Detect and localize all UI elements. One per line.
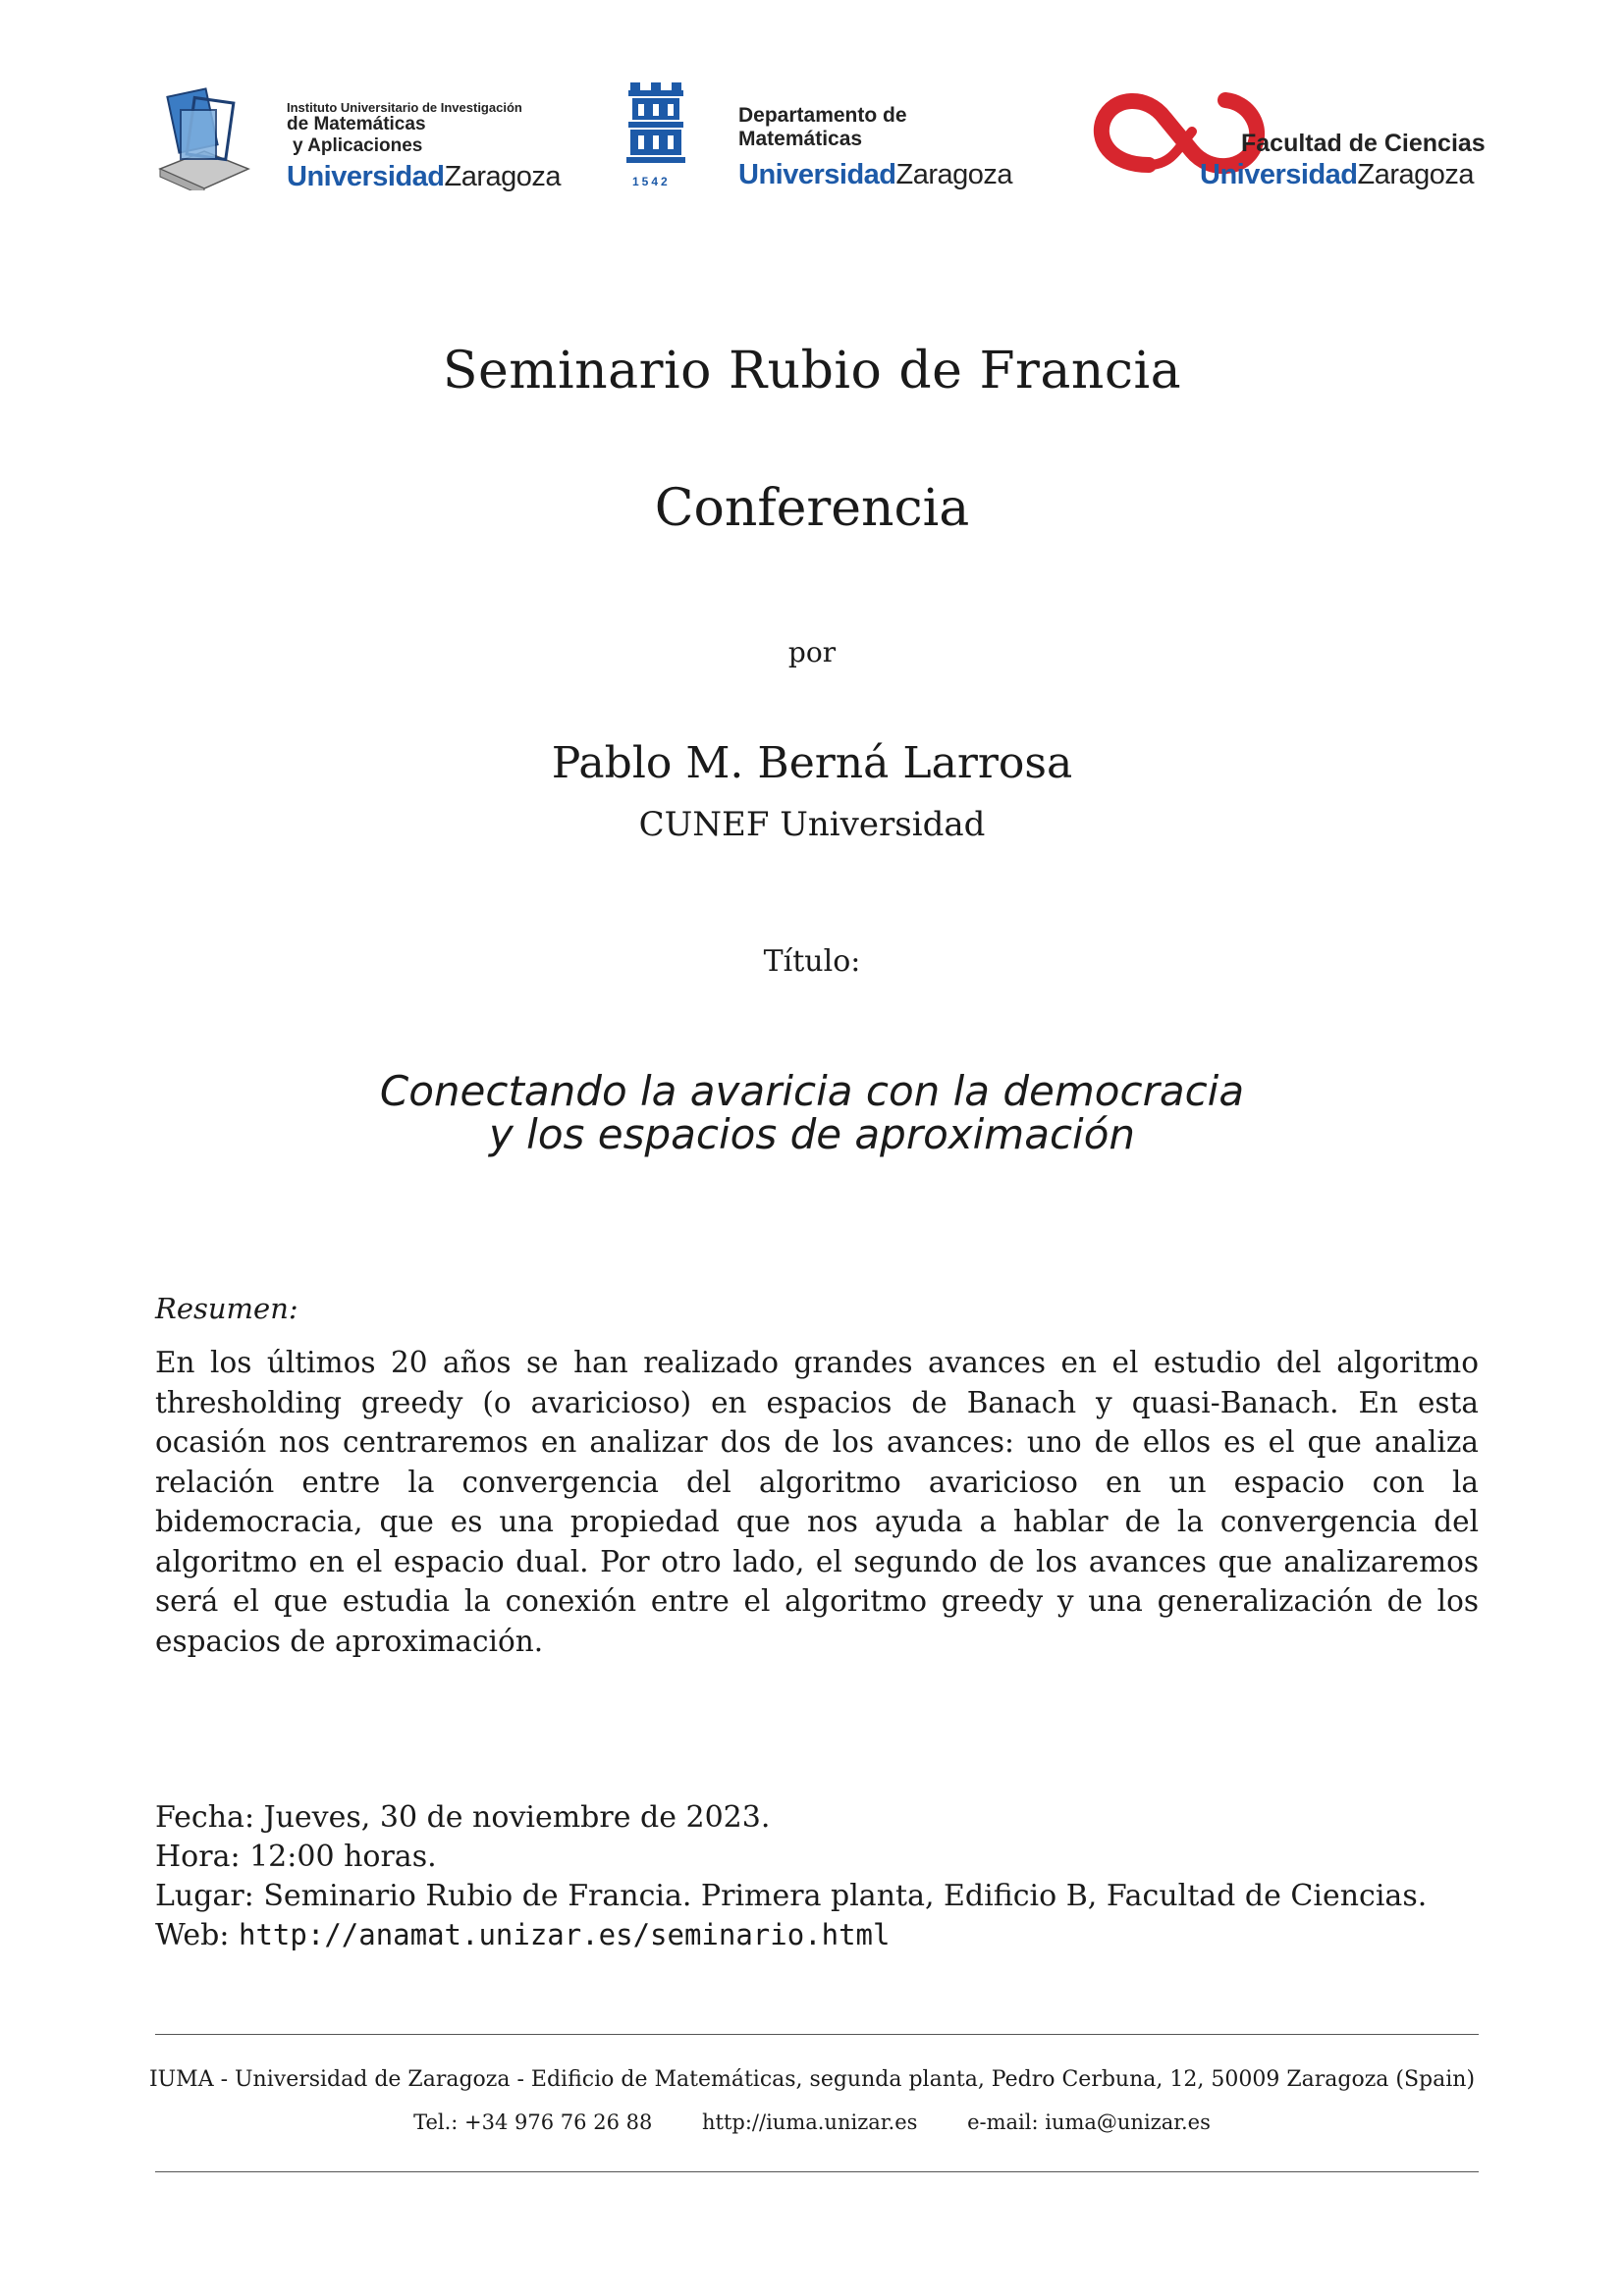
talk-title-line2: y los espacios de aproximación bbox=[488, 1110, 1136, 1158]
footer-address: IUMA - Universidad de Zaragoza - Edificio de Matemáticas, segunda planta, Pedro Cerbuna, 12, 50009 Zaragoza (Spain) bbox=[148, 2067, 1476, 2092]
ciencias-university-name: UniversidadZaragoza bbox=[1200, 159, 1475, 190]
iuma-emblem-icon bbox=[155, 82, 253, 190]
iuma-logo bbox=[155, 82, 562, 200]
iuma-university-name: UniversidadZaragoza bbox=[287, 161, 562, 192]
talk-title bbox=[0, 1067, 1624, 1158]
speaker-name: Pablo M. Berná Larrosa bbox=[551, 738, 1073, 788]
talk-title-line1: Conectando la avaricia con la democracia bbox=[379, 1067, 1245, 1115]
web-label: Web: bbox=[155, 1918, 230, 1952]
footer-contacts bbox=[0, 2110, 1624, 2134]
title-label: Título: bbox=[763, 944, 861, 979]
dept-line2: Matemáticas bbox=[738, 128, 863, 150]
footer-bottom-divider bbox=[155, 2171, 1479, 2172]
crest-year: 1542 bbox=[632, 175, 671, 188]
university-crest-icon bbox=[624, 80, 687, 188]
dept-line1: Departamento de bbox=[738, 104, 907, 127]
footer-email[interactable]: e-mail: iuma@unizar.es bbox=[967, 2110, 1211, 2134]
abstract-label: Resumen: bbox=[155, 1292, 298, 1325]
footer-website-link[interactable]: http://iuma.unizar.es bbox=[702, 2110, 918, 2134]
iuma-line3: y Aplicaciones bbox=[293, 135, 423, 156]
date-line: Fecha: Jueves, 30 de noviembre de 2023. bbox=[155, 1800, 771, 1835]
web-link[interactable]: http://anamat.unizar.es/seminario.html bbox=[239, 1918, 891, 1951]
abstract-text: En los últimos 20 años se han realizado grandes avances en el estudio del algoritmo thresholding greedy (o avaricioso) en espacios de Banach y quasi-Banach. En esta ocasión nos centraremos en analizar dos de los avances: uno de ellos es el que analiza relación entre la convergencia del algoritmo avaricioso en un espacio con la bidemocracia, que es una propiedad que nos ayuda a hablar de la convergencia del algoritmo en el espacio dual. Por otro lado, el segundo de los avances que analizaremos será el que estudia la conexión entre el algoritmo greedy y una generalización de los espacios de aproximación. bbox=[155, 1346, 1479, 1658]
department-logo bbox=[623, 80, 1035, 202]
by-label: por bbox=[787, 636, 837, 668]
time-line: Hora: 12:00 horas. bbox=[155, 1840, 437, 1874]
ciencias-line1: Facultad de Ciencias bbox=[1241, 130, 1486, 157]
iuma-line2: de Matemáticas bbox=[287, 114, 426, 134]
dept-university-name: UniversidadZaragoza bbox=[738, 159, 1013, 190]
speaker-affiliation: CUNEF Universidad bbox=[638, 805, 986, 844]
place-line: Lugar: Seminario Rubio de Francia. Primera planta, Edificio B, Facultad de Ciencias. bbox=[155, 1879, 1428, 1913]
web-line bbox=[155, 1918, 890, 1952]
seminar-title: Seminario Rubio de Francia bbox=[442, 342, 1182, 400]
ciencias-logo bbox=[1090, 84, 1486, 202]
iuma-line1: Instituto Universitario de Investigación bbox=[287, 100, 522, 115]
footer-phone: Tel.: +34 976 76 26 88 bbox=[413, 2110, 653, 2134]
event-type: Conferencia bbox=[654, 479, 970, 538]
footer-top-divider bbox=[155, 2034, 1479, 2035]
